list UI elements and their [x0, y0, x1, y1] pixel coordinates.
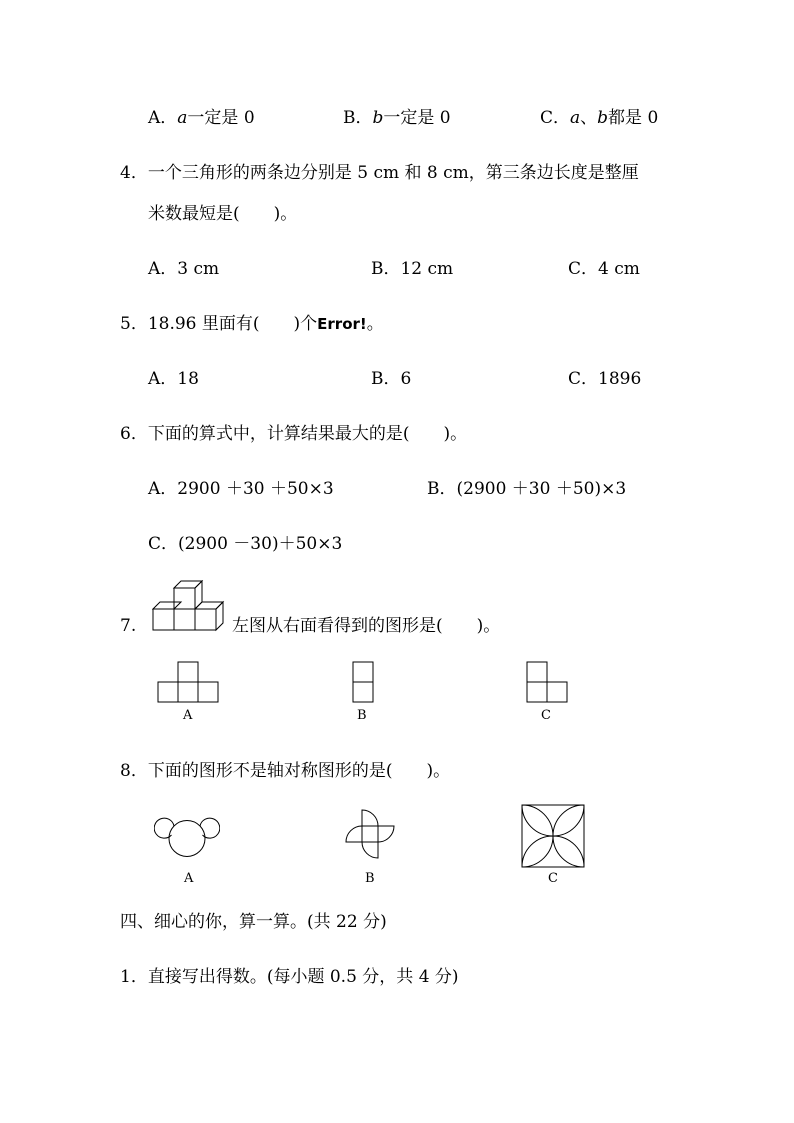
q6-option-c: C．(2900 －30)＋50×3: [148, 534, 343, 554]
cube-stack-drawing: [152, 580, 234, 632]
q8-label-c: C: [548, 871, 558, 886]
q3-option-b: B．b一定是 0: [343, 108, 451, 128]
petals-square-shape: [521, 804, 585, 868]
q8-label-b: B: [365, 871, 375, 886]
q8-figure-b-pinwheel: [342, 806, 398, 862]
q3-option-c: C．a、b都是 0: [540, 108, 659, 128]
q4-option-a: A．3 cm: [148, 259, 220, 279]
section-4-title: 四、细心的你，算一算。(共 22 分): [120, 912, 387, 932]
q6-option-a: A．2900 ＋30 ＋50×3: [148, 479, 334, 499]
q5-option-b: B．6: [371, 369, 412, 389]
q7-figure-c: [526, 661, 568, 703]
q7-number: 7.: [120, 616, 137, 636]
error-text: Error!: [317, 315, 367, 333]
q5-option-a: A．18: [148, 369, 199, 389]
q7-shape-b: [352, 661, 374, 703]
q7-shape-a: [157, 661, 219, 703]
q7-label-c: C: [541, 708, 551, 723]
q8-label-a: A: [184, 871, 194, 886]
q6-stem: 6．下面的算式中，计算结果最大的是( )。: [120, 424, 468, 444]
q4-option-b: B．12 cm: [371, 259, 454, 279]
q3-option-a: A．a一定是 0: [148, 108, 255, 128]
q8-figure-a-mouse-ears: [154, 812, 220, 864]
q7-shape-c: [526, 661, 568, 703]
q8-figure-c-petals: [521, 804, 585, 868]
pinwheel-shape: [342, 806, 398, 862]
mouse-ears-shape: [154, 812, 220, 864]
q5-stem: 5．18.96 里面有( )个Error!。: [120, 314, 384, 334]
q5-option-c: C．1896: [568, 369, 642, 389]
q7-figure-b: [352, 661, 374, 703]
q7-figure-a: [157, 661, 219, 703]
q7-cube-stack-figure: [152, 580, 234, 632]
q8-stem: 8．下面的图形不是轴对称图形的是( )。: [120, 761, 451, 781]
q4-option-c: C．4 cm: [568, 259, 640, 279]
q6-option-b: B．(2900 ＋30 ＋50)×3: [427, 479, 627, 499]
q4-stem-line1: 4．一个三角形的两条边分别是 5 cm 和 8 cm，第三条边长度是整厘: [120, 163, 639, 183]
section-4-item-1: 1．直接写出得数。(每小题 0.5 分，共 4 分): [120, 967, 459, 987]
q7-stem: 左图从右面看得到的图形是( )。: [232, 616, 501, 636]
q7-label-b: B: [357, 708, 367, 723]
q4-stem-line2: 米数最短是( )。: [148, 204, 298, 224]
q7-label-a: A: [183, 708, 193, 723]
